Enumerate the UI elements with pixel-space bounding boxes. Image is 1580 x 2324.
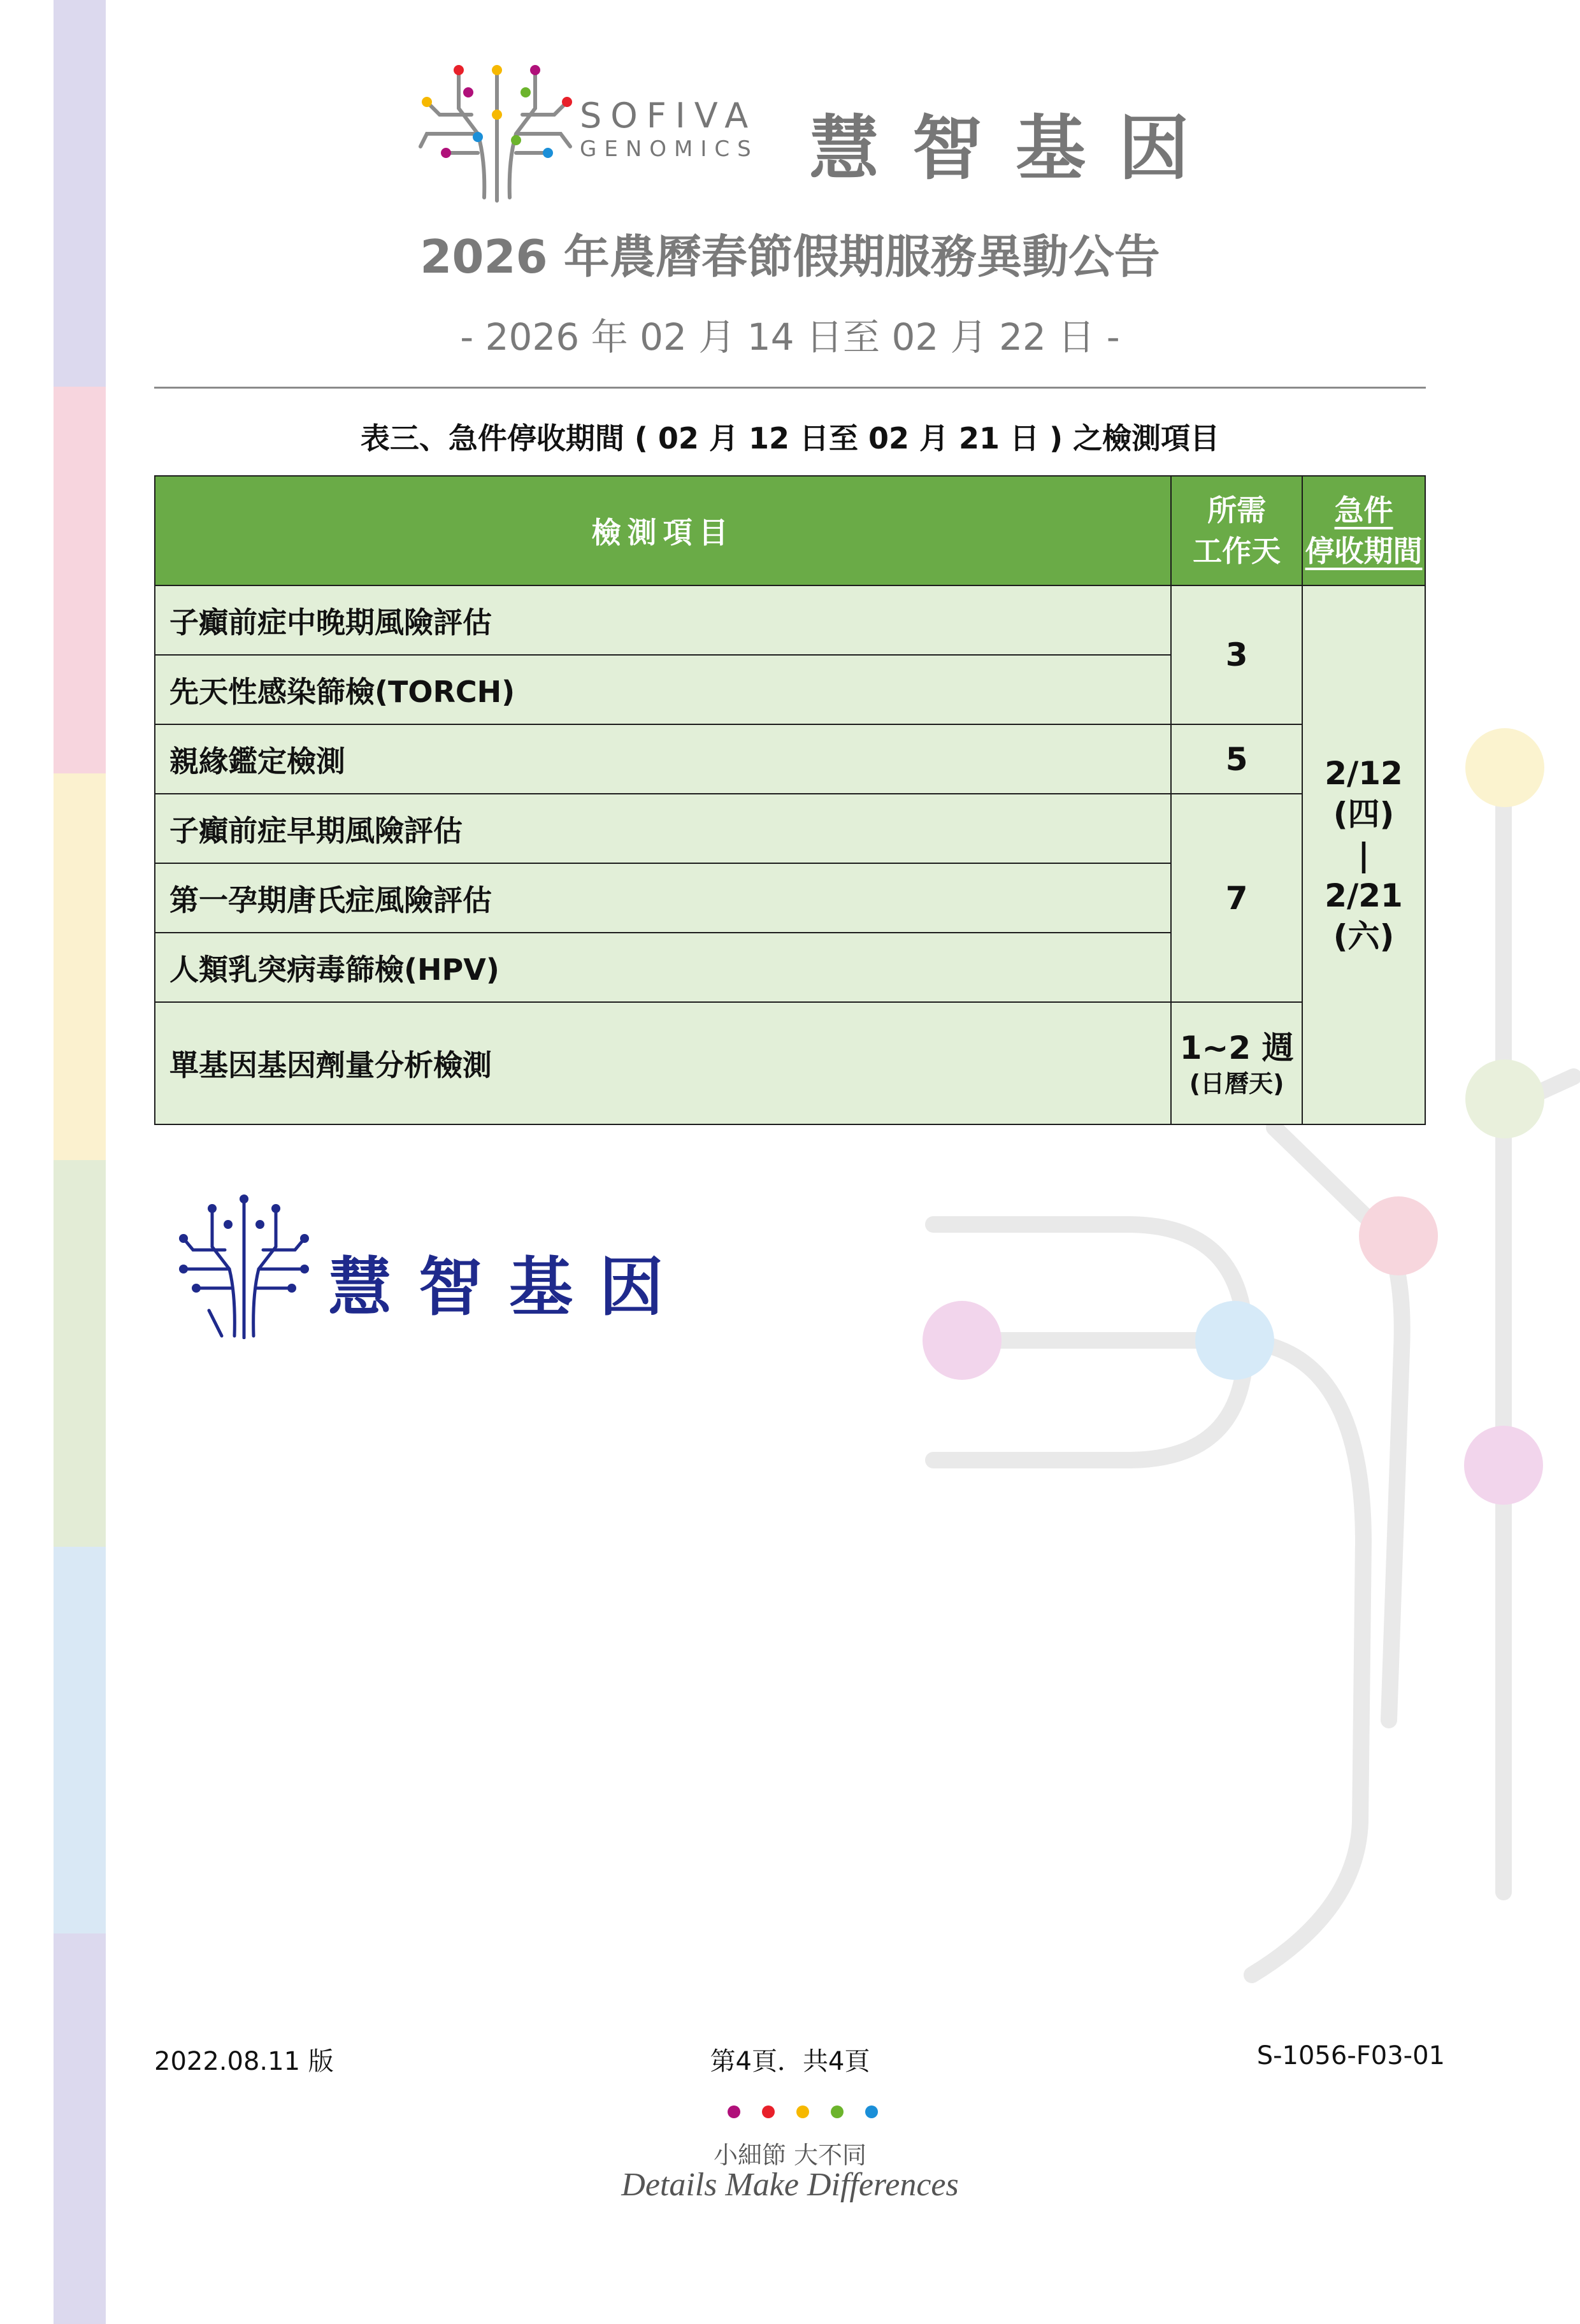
test-name: 先天性感染篩檢(TORCH) bbox=[155, 655, 1171, 724]
slogan-chinese: 小細節 大不同 bbox=[713, 2141, 867, 2169]
header-stop-period bbox=[1302, 476, 1425, 585]
header-days-line1: 所需 bbox=[1207, 493, 1267, 527]
header-stop-line1: 急件 bbox=[1334, 493, 1393, 527]
brand-chinese-name: 慧智基因 bbox=[809, 108, 1222, 189]
document-version: 2022.08.11 版 bbox=[154, 2047, 334, 2076]
company-logo-text: 慧智基因 bbox=[328, 1250, 690, 1324]
brand-english-name bbox=[580, 97, 759, 163]
test-name: 子癲前症早期風險評估 bbox=[155, 794, 1171, 863]
period-from: 2/12 (四) bbox=[1325, 755, 1403, 833]
company-logo-icon bbox=[171, 1186, 317, 1339]
document-code: S-1056-F03-01 bbox=[1256, 2041, 1445, 2070]
test-name: 單基因基因劑量分析檢測 bbox=[155, 1002, 1171, 1124]
test-items-table bbox=[154, 475, 1426, 1125]
header-working-days bbox=[1171, 476, 1302, 585]
table-header-row bbox=[155, 476, 1425, 585]
table-row bbox=[155, 724, 1425, 794]
brand-en-line1: SOFIVA bbox=[580, 96, 758, 136]
brand-en-line2: GENOMICS bbox=[580, 136, 759, 162]
test-name: 親緣鑑定檢測 bbox=[155, 724, 1171, 794]
period-separator: | bbox=[1358, 836, 1370, 873]
notice-date-range: - 2026 年 02 月 14 日至 02 月 22 日 - bbox=[460, 315, 1120, 359]
working-days-note: (日曆天) bbox=[1189, 1070, 1284, 1098]
test-name: 子癲前症中晚期風險評估 bbox=[155, 585, 1171, 655]
header-test-item: 檢測項目 bbox=[155, 476, 1171, 585]
header-days-line2: 工作天 bbox=[1193, 534, 1281, 568]
working-days-value: 1~2 週 bbox=[1179, 1029, 1294, 1066]
stop-period-cell bbox=[1302, 585, 1425, 1124]
notice-title: 2026 年農曆春節假期服務異動公告 bbox=[420, 230, 1160, 283]
table-row bbox=[155, 794, 1425, 863]
header-divider bbox=[154, 387, 1426, 389]
header-stop-line2: 停收期間 bbox=[1305, 534, 1423, 568]
test-name: 人類乳突病毒篩檢(HPV) bbox=[155, 933, 1171, 1002]
working-days-value: 5 bbox=[1171, 724, 1302, 794]
table-caption: 表三、急件停收期間 ( 02 月 12 日至 02 月 21 日 ) 之檢測項目 bbox=[360, 421, 1220, 455]
table-row bbox=[155, 585, 1425, 655]
working-days-cell bbox=[1171, 1002, 1302, 1124]
period-to: 2/21 (六) bbox=[1325, 877, 1403, 955]
test-name: 第一孕期唐氏症風險評估 bbox=[155, 863, 1171, 933]
footer-dots-decoration bbox=[726, 2102, 879, 2121]
working-days-value: 3 bbox=[1171, 585, 1302, 724]
page-number: 第4頁．共4頁 bbox=[710, 2047, 870, 2076]
working-days-value: 7 bbox=[1171, 794, 1302, 1002]
table-row bbox=[155, 1002, 1425, 1124]
slogan-english: Details Make Differences bbox=[621, 2167, 959, 2203]
